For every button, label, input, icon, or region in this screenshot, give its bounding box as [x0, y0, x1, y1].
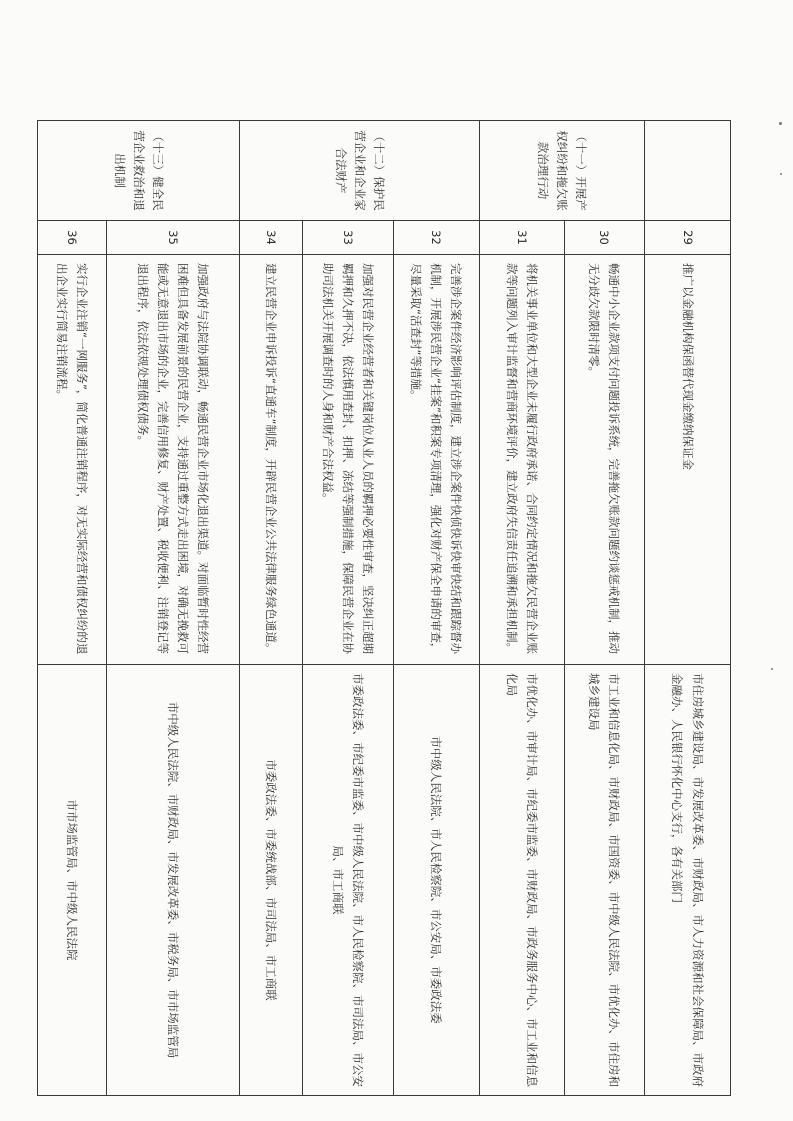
- measure-cell: 建立民营企业申诉投诉“直通车”制度，开辟民营企业公共法律服务绿色通道。: [239, 255, 302, 665]
- row-number: 31: [479, 221, 564, 255]
- category-cell: （十一）开展产权纠纷和拖欠账款治理行动: [479, 121, 644, 221]
- category-cell: （十二）保护民营企业和企业家合法财产: [239, 121, 479, 221]
- table-row: [239, 121, 302, 1096]
- scan-speck: [771, 668, 773, 670]
- department-cell: 市工业和信息化局、市财政局、市国资委、市中级人民法院、市优化办、市住房和城乡建设局: [564, 665, 644, 1096]
- category-cell: （十三）健全民营企业救治和退出机制: [38, 121, 240, 221]
- department-cell: 市委政法委、市委统战部、市司法局、市工商联: [239, 665, 302, 1096]
- measure-cell: 完善涉企案件经济影响评估制度，建立涉企案件快侦快诉快审快结和跟踪督办机制，开展涉民营企业“挂案”和积案专项清理，强化对财产保全申请的审查，尽量采取“活查封”等措施。: [393, 255, 479, 665]
- scan-speck: [779, 122, 782, 125]
- rotated-table-page: [37, 120, 731, 1095]
- row-number: 30: [564, 221, 644, 255]
- department-cell: 市中级人民法院、市人民检察院、市公安局、市委政法委: [393, 665, 479, 1096]
- measure-cell: 加强政府与法院协调联动，畅通民营企业市场化退出渠道。对面临暂时性经营困难但具备发展前景的民营企业，支持通过重整方式走出困境，对确无挽救可能或无意退出市场的企业，完善信用修复、财产处置、税收便利、注销登记等退出程序，依法依规处理债权债务。: [106, 255, 239, 665]
- measure-cell: 实行企业注销“一网服务”，简化普通注销程序，对无实际经营和债权纠纷的退出企业实行简易注销流程。: [38, 255, 107, 665]
- table-row: [479, 121, 564, 1096]
- policy-measures-table: [37, 120, 731, 1096]
- table-row: [564, 121, 644, 1096]
- department-cell: 市住房城乡建设局、市发展改革委、市财政局、市人力资源和社会保障局、市政府金融办、人民银行怀化中心支行，各有关部门: [644, 665, 730, 1096]
- row-number: 35: [106, 221, 239, 255]
- department-cell: 市委政法委、市纪委市监委、市中级人民法院、市人民检察院、市司法局、市公安局、市工商联: [303, 665, 394, 1096]
- department-cell: 市优化办、市审计局、市纪委市监委、市财政局、市政务服务中心、市工业和信息化局: [479, 665, 564, 1096]
- measure-cell: 畅通中小企业款项支付问题投诉系统，完善拖欠账款问题约谈惩戒机制，推动无分歧欠款限时清零。: [564, 255, 644, 665]
- row-number: 32: [393, 221, 479, 255]
- table-row: [38, 121, 107, 1096]
- row-number: 36: [38, 221, 107, 255]
- row-number: 33: [303, 221, 394, 255]
- scan-speck: [780, 173, 782, 175]
- table-row: [644, 121, 730, 1096]
- department-cell: 市中级人民法院、市财政局、市发展改革委、市税务局、市市场监管局: [106, 665, 239, 1096]
- measure-cell: 将机关事业单位和大型企业未履行政府承诺、合同约定情况和拖欠民营企业账款等问题列入审计监督和营商环境评价，建立政府失信责任追溯和承担机制。: [479, 255, 564, 665]
- row-number: 34: [239, 221, 302, 255]
- row-number: 29: [644, 221, 730, 255]
- department-cell: 市市场监管局、市中级人民法院: [38, 665, 107, 1096]
- table-row: [393, 121, 479, 1096]
- category-cell-continued: [644, 121, 730, 221]
- measure-cell: 加强对民营企业经营者和关键岗位从业人员的羁押必要性审查，坚决纠正超期羁押和久押不决，依法慎用查封、扣押、冻结等强制措施，保障民营企业在协助司法机关开展调查时的人身和财产合法权益。: [303, 255, 394, 665]
- table-row: [106, 121, 239, 1096]
- table-row: [303, 121, 394, 1096]
- measure-cell: 推广以金融机构保函替代现金缴纳保证金: [644, 255, 730, 665]
